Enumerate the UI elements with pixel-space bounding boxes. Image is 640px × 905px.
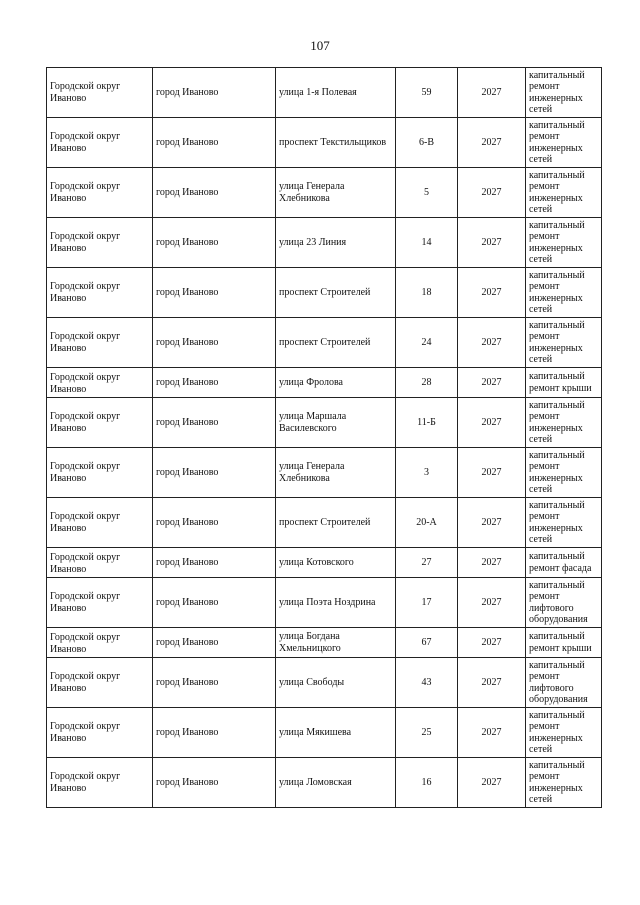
house-number-cell: 28 [396, 368, 458, 398]
house-number-cell: 27 [396, 548, 458, 578]
district-cell: Городской округ Иваново [47, 398, 153, 448]
district-cell: Городской округ Иваново [47, 708, 153, 758]
year-cell: 2027 [458, 268, 526, 318]
street-cell: улица Мякишева [276, 708, 396, 758]
city-cell: город Иваново [153, 708, 276, 758]
street-cell: улица Фролова [276, 368, 396, 398]
district-cell: Городской округ Иваново [47, 658, 153, 708]
work-type-cell: капитальный ремонт инженерных сетей [526, 758, 602, 808]
district-cell: Городской округ Иваново [47, 498, 153, 548]
city-cell: город Иваново [153, 758, 276, 808]
work-type-cell: капитальный ремонт фасада [526, 548, 602, 578]
city-cell: город Иваново [153, 398, 276, 448]
street-cell: проспект Текстильщиков [276, 118, 396, 168]
work-type-cell: капитальный ремонт инженерных сетей [526, 268, 602, 318]
city-cell: город Иваново [153, 498, 276, 548]
year-cell: 2027 [458, 758, 526, 808]
street-cell: улица Богдана Хмельницкого [276, 628, 396, 658]
page-number: 107 [310, 38, 330, 53]
work-type-cell: капитальный ремонт инженерных сетей [526, 448, 602, 498]
table-row [47, 548, 602, 578]
table-row [47, 268, 602, 318]
city-cell: город Иваново [153, 68, 276, 118]
year-cell: 2027 [458, 218, 526, 268]
table-row [47, 658, 602, 708]
district-cell: Городской округ Иваново [47, 118, 153, 168]
city-cell: город Иваново [153, 318, 276, 368]
house-number-cell: 20-А [396, 498, 458, 548]
table-row [47, 628, 602, 658]
city-cell: город Иваново [153, 548, 276, 578]
city-cell: город Иваново [153, 448, 276, 498]
house-number-cell: 16 [396, 758, 458, 808]
table-row [47, 448, 602, 498]
district-cell: Городской округ Иваново [47, 448, 153, 498]
street-cell: проспект Строителей [276, 498, 396, 548]
table-row [47, 498, 602, 548]
house-number-cell: 17 [396, 578, 458, 628]
house-number-cell: 11-Б [396, 398, 458, 448]
district-cell: Городской округ Иваново [47, 548, 153, 578]
table-row [47, 118, 602, 168]
street-cell: проспект Строителей [276, 268, 396, 318]
work-type-cell: капитальный ремонт лифтового оборудования [526, 658, 602, 708]
work-type-cell: капитальный ремонт инженерных сетей [526, 118, 602, 168]
district-cell: Городской округ Иваново [47, 578, 153, 628]
year-cell: 2027 [458, 498, 526, 548]
year-cell: 2027 [458, 318, 526, 368]
housing-repair-table [46, 67, 602, 808]
house-number-cell: 18 [396, 268, 458, 318]
work-type-cell: капитальный ремонт инженерных сетей [526, 168, 602, 218]
street-cell: улица 23 Линия [276, 218, 396, 268]
table-row [47, 578, 602, 628]
city-cell: город Иваново [153, 628, 276, 658]
table-row [47, 168, 602, 218]
street-cell: проспект Строителей [276, 318, 396, 368]
district-cell: Городской округ Иваново [47, 758, 153, 808]
work-type-cell: капитальный ремонт инженерных сетей [526, 398, 602, 448]
house-number-cell: 67 [396, 628, 458, 658]
year-cell: 2027 [458, 168, 526, 218]
house-number-cell: 6-В [396, 118, 458, 168]
city-cell: город Иваново [153, 578, 276, 628]
year-cell: 2027 [458, 708, 526, 758]
year-cell: 2027 [458, 368, 526, 398]
city-cell: город Иваново [153, 368, 276, 398]
city-cell: город Иваново [153, 118, 276, 168]
year-cell: 2027 [458, 398, 526, 448]
city-cell: город Иваново [153, 658, 276, 708]
street-cell: улица 1-я Полевая [276, 68, 396, 118]
city-cell: город Иваново [153, 168, 276, 218]
work-type-cell: капитальный ремонт инженерных сетей [526, 218, 602, 268]
street-cell: улица Поэта Ноздрина [276, 578, 396, 628]
house-number-cell: 5 [396, 168, 458, 218]
work-type-cell: капитальный ремонт лифтового оборудования [526, 578, 602, 628]
street-cell: улица Генерала Хлебникова [276, 448, 396, 498]
table-row [47, 218, 602, 268]
table-row [47, 758, 602, 808]
work-type-cell: капитальный ремонт крыши [526, 628, 602, 658]
city-cell: город Иваново [153, 218, 276, 268]
work-type-cell: капитальный ремонт инженерных сетей [526, 318, 602, 368]
district-cell: Городской округ Иваново [47, 268, 153, 318]
table-row [47, 398, 602, 448]
district-cell: Городской округ Иваново [47, 628, 153, 658]
street-cell: улица Свободы [276, 658, 396, 708]
table-row [47, 318, 602, 368]
table-row [47, 368, 602, 398]
year-cell: 2027 [458, 118, 526, 168]
district-cell: Городской округ Иваново [47, 318, 153, 368]
year-cell: 2027 [458, 628, 526, 658]
year-cell: 2027 [458, 548, 526, 578]
street-cell: улица Маршала Василевского [276, 398, 396, 448]
street-cell: улица Ломовская [276, 758, 396, 808]
work-type-cell: капитальный ремонт инженерных сетей [526, 708, 602, 758]
street-cell: улица Котовского [276, 548, 396, 578]
table-row [47, 68, 602, 118]
district-cell: Городской округ Иваново [47, 168, 153, 218]
work-type-cell: капитальный ремонт инженерных сетей [526, 498, 602, 548]
house-number-cell: 24 [396, 318, 458, 368]
district-cell: Городской округ Иваново [47, 368, 153, 398]
street-cell: улица Генерала Хлебникова [276, 168, 396, 218]
year-cell: 2027 [458, 68, 526, 118]
house-number-cell: 14 [396, 218, 458, 268]
table-row [47, 708, 602, 758]
house-number-cell: 59 [396, 68, 458, 118]
house-number-cell: 3 [396, 448, 458, 498]
city-cell: город Иваново [153, 268, 276, 318]
year-cell: 2027 [458, 448, 526, 498]
district-cell: Городской округ Иваново [47, 218, 153, 268]
house-number-cell: 43 [396, 658, 458, 708]
year-cell: 2027 [458, 578, 526, 628]
work-type-cell: капитальный ремонт инженерных сетей [526, 68, 602, 118]
work-type-cell: капитальный ремонт крыши [526, 368, 602, 398]
year-cell: 2027 [458, 658, 526, 708]
district-cell: Городской округ Иваново [47, 68, 153, 118]
house-number-cell: 25 [396, 708, 458, 758]
